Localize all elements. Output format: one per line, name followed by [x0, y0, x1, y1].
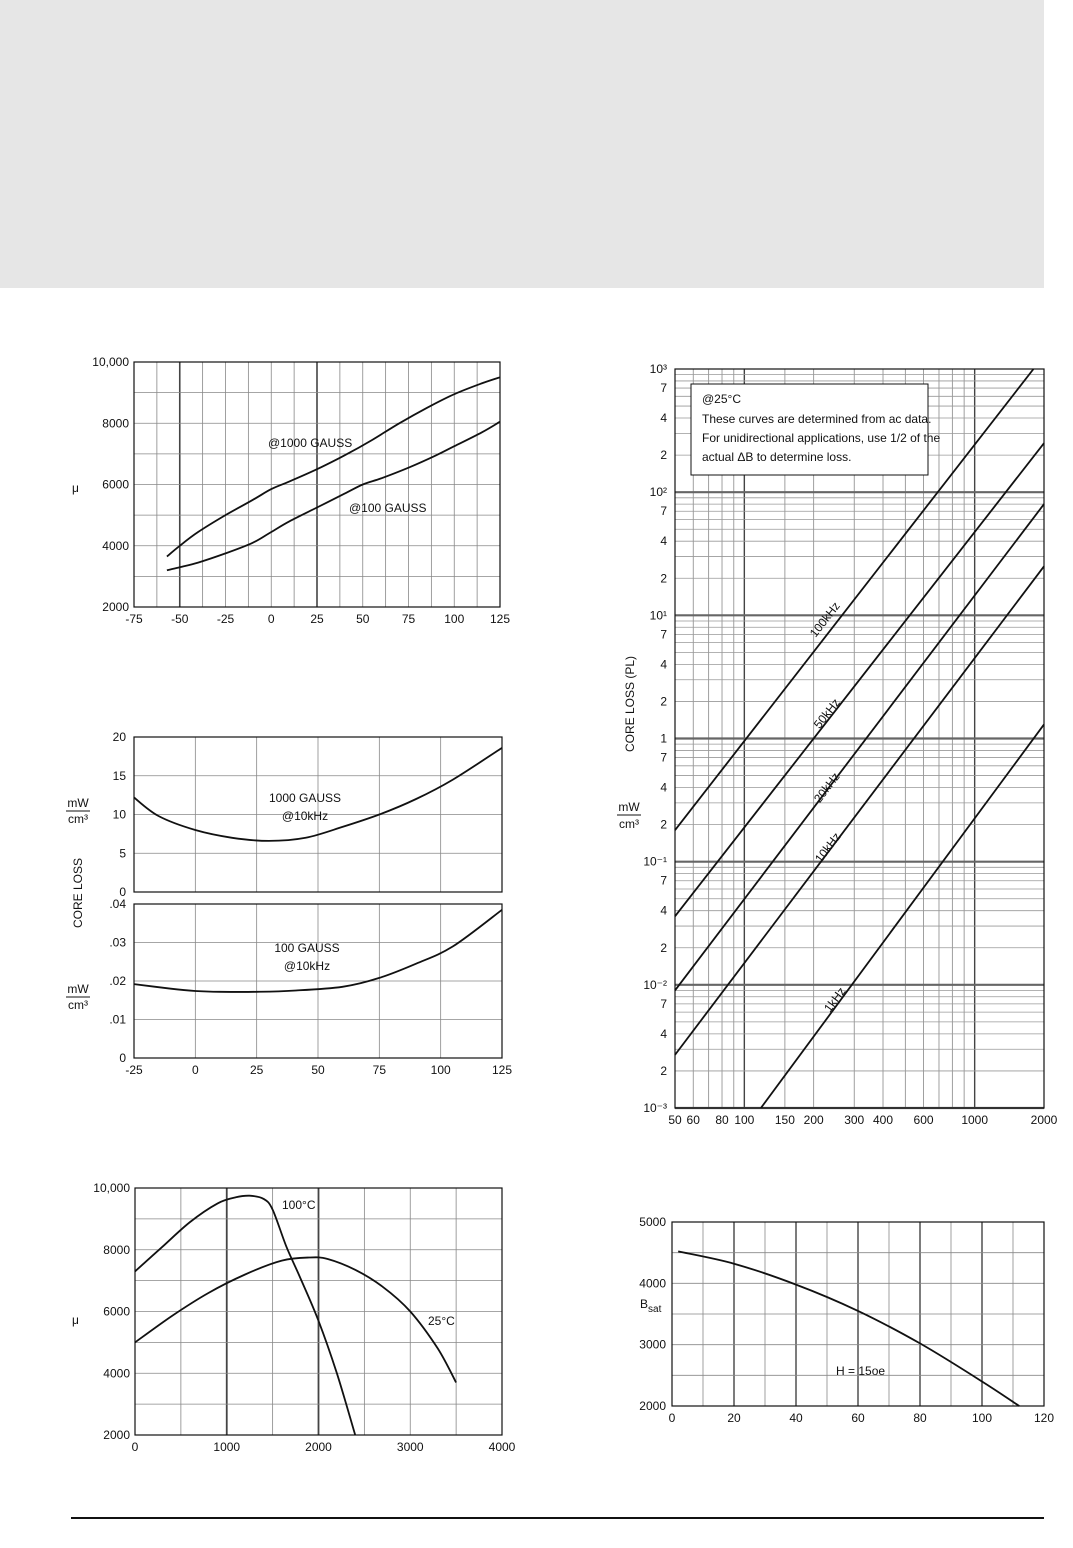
series-label-line2: @10kHz	[281, 809, 329, 823]
series-label-h-15oe: H = 15oe	[836, 1364, 886, 1378]
y-tick-label: 2	[660, 448, 667, 463]
series-label-line2: @10kHz	[283, 959, 331, 973]
annotation-line-2: These curves are determined from ac data.	[702, 412, 932, 426]
y-tick-label: 10²	[649, 485, 667, 500]
series-label-line1: 100 GAUSS	[274, 941, 340, 955]
chart-perm-vs-temp	[72, 355, 510, 626]
y-tick-label: 4	[660, 1026, 667, 1041]
y-tick-label: 10³	[649, 362, 667, 376]
x-tick-label: 400	[872, 1113, 894, 1127]
x-tick-label: 0	[131, 1440, 139, 1454]
y-tick-label: 10,000	[93, 1181, 130, 1195]
y-tick-label: 2000	[639, 1399, 666, 1413]
x-tick-label: -25	[216, 612, 235, 626]
x-tick-label: 40	[789, 1411, 803, 1425]
x-tick-label: 3000	[396, 1440, 424, 1454]
y-tick-label: 10⁻²	[643, 977, 667, 992]
y-tick-label: 10⁻¹	[643, 854, 667, 869]
x-tick-label: 2000	[305, 1440, 332, 1454]
annotation-line-4: actual ΔB to determine loss.	[702, 450, 852, 464]
y-tick-label: 7	[660, 873, 667, 888]
x-tick-label: 2000	[1030, 1113, 1058, 1127]
chart-core-loss-vs-flux	[617, 362, 1058, 1127]
y-tick-label: 4	[660, 780, 667, 795]
x-tick-label: 80	[715, 1113, 729, 1127]
x-tick-label: 50	[311, 1063, 325, 1077]
series-label-line1: 1000 GAUSS	[268, 791, 342, 805]
x-tick-label: 100	[734, 1113, 755, 1127]
series-label-100khz: 100kHz	[806, 599, 843, 640]
x-tick-label: 200	[803, 1113, 824, 1127]
y-tick-label: .02	[109, 974, 126, 988]
x-tick-label: 75	[372, 1063, 387, 1077]
x-tick-label: 50	[356, 612, 370, 626]
series-label-50khz: 50kHz	[810, 695, 843, 732]
y-tick-label: 4	[660, 411, 667, 426]
x-tick-label: 80	[913, 1411, 927, 1425]
series-label-10khz: 10kHz	[811, 829, 844, 866]
x-tick-label: 600	[913, 1113, 934, 1127]
y-unit-denominator: cm³	[68, 812, 88, 826]
y-tick-label: 10¹	[649, 608, 667, 623]
y-tick-label: 6000	[102, 477, 129, 492]
y-tick-label: 5000	[639, 1215, 666, 1229]
annotation-line-3: For unidirectional applications, use 1/2 of the	[702, 431, 941, 445]
y-tick-label: 4000	[103, 1366, 130, 1381]
series-line-1000-gauss	[167, 377, 500, 556]
y-tick-label: 7	[660, 504, 667, 519]
x-tick-label: -75	[125, 612, 143, 626]
footer-rule	[71, 1517, 1044, 1519]
y-tick-label: 2	[660, 817, 667, 832]
y-tick-label: 7	[660, 627, 667, 642]
chart-loss-1000-vs-temp	[66, 730, 502, 899]
series-line-25c	[135, 1257, 456, 1382]
y-tick-label: 7	[660, 381, 667, 396]
y-axis-label: μ	[72, 481, 79, 495]
x-tick-label: 125	[489, 612, 511, 626]
y-tick-label: 4	[660, 903, 667, 918]
y-axis-label: $B_{sat}$	[640, 1297, 662, 1315]
series-label-100-gauss: @100 GAUSS	[349, 501, 427, 515]
series-line-100c	[135, 1196, 355, 1435]
x-tick-label: 100	[430, 1063, 451, 1077]
x-tick-label: 25	[249, 1063, 264, 1077]
y-tick-label: 2	[660, 694, 667, 709]
y-tick-label: 2000	[102, 600, 129, 614]
chart-perm-vs-flux	[72, 1181, 516, 1454]
series-line-20khz	[675, 504, 1044, 990]
y-unit-denominator: cm³	[619, 817, 639, 831]
series-label-20khz: 20kHz	[810, 769, 843, 806]
y-tick-label: 0	[119, 885, 126, 899]
y-tick-label: 2	[660, 940, 667, 955]
y-tick-label: 5	[119, 846, 126, 861]
y-tick-label: 0	[119, 1051, 126, 1065]
x-tick-label: 0	[267, 612, 275, 626]
y-unit-numerator: mW	[67, 982, 89, 996]
series-line-10khz	[675, 566, 1044, 1055]
y-tick-label: .03	[109, 935, 126, 950]
x-tick-label: -50	[171, 612, 189, 626]
x-tick-label: 150	[774, 1113, 795, 1127]
y-tick-label: 4000	[639, 1276, 666, 1291]
x-tick-label: 1000	[213, 1440, 241, 1454]
annotation-line-1: @25°C	[702, 392, 741, 406]
y-tick-label: 7	[660, 750, 667, 765]
x-tick-label: 120	[1033, 1411, 1055, 1425]
x-tick-label: 1000	[961, 1113, 989, 1127]
y-tick-label: 8000	[103, 1242, 130, 1257]
y-tick-label: 20	[112, 730, 126, 744]
y-unit-denominator: cm³	[68, 998, 88, 1012]
y-tick-label: 1	[660, 731, 667, 746]
series-label-1khz: 1kHz	[821, 984, 849, 1015]
x-tick-label: 60	[686, 1113, 700, 1127]
y-tick-label: 10	[112, 807, 126, 822]
y-unit-numerator: mW	[67, 796, 89, 810]
y-tick-label: 6000	[103, 1304, 130, 1319]
x-tick-label: 75	[401, 612, 416, 626]
y-tick-label: .04	[109, 897, 126, 911]
y-tick-label: 15	[112, 768, 126, 783]
y-tick-label: 8000	[102, 416, 129, 431]
y-tick-label: 10,000	[92, 355, 129, 369]
series-label-100c: 100°C	[282, 1198, 316, 1212]
y-axis-label-core-loss: CORE LOSS	[71, 857, 85, 928]
y-tick-label: .01	[109, 1012, 126, 1027]
y-tick-label: 10⁻³	[643, 1101, 667, 1115]
y-tick-label: 4	[660, 534, 667, 549]
x-tick-label: 60	[851, 1411, 865, 1425]
x-tick-label: 4000	[488, 1440, 516, 1454]
series-line-1khz	[761, 724, 1044, 1108]
series-line-h-15oe	[678, 1251, 1019, 1406]
x-tick-label: 300	[844, 1113, 865, 1127]
x-tick-label: 25	[310, 612, 324, 626]
y-tick-label: 2	[660, 1063, 667, 1078]
y-tick-label: 2000	[103, 1428, 130, 1442]
x-tick-label: 100	[971, 1411, 993, 1425]
x-tick-label: 125	[491, 1063, 513, 1077]
x-tick-label: 50	[668, 1113, 682, 1127]
series-label-25c: 25°C	[428, 1314, 455, 1328]
y-unit-numerator: mW	[618, 800, 640, 814]
x-tick-label: 0	[668, 1411, 676, 1425]
y-tick-label: 2	[660, 571, 667, 586]
x-tick-label: -25	[125, 1063, 143, 1077]
chart-bsat-vs-temp	[639, 1215, 1054, 1425]
x-tick-label: 20	[727, 1411, 741, 1425]
y-axis-label: μ	[72, 1313, 79, 1327]
x-tick-label: 100	[444, 612, 465, 626]
y-tick-label: 3000	[639, 1337, 666, 1352]
series-label-1000-gauss: @1000 GAUSS	[268, 436, 353, 450]
chart-loss-100-vs-temp	[66, 858, 512, 1077]
y-tick-label: 4000	[102, 538, 129, 553]
y-tick-label: 4	[660, 657, 667, 672]
x-tick-label: 0	[191, 1063, 199, 1077]
y-axis-label-core-loss: CORE LOSS (PL)	[623, 655, 637, 752]
y-tick-label: 7	[660, 996, 667, 1011]
